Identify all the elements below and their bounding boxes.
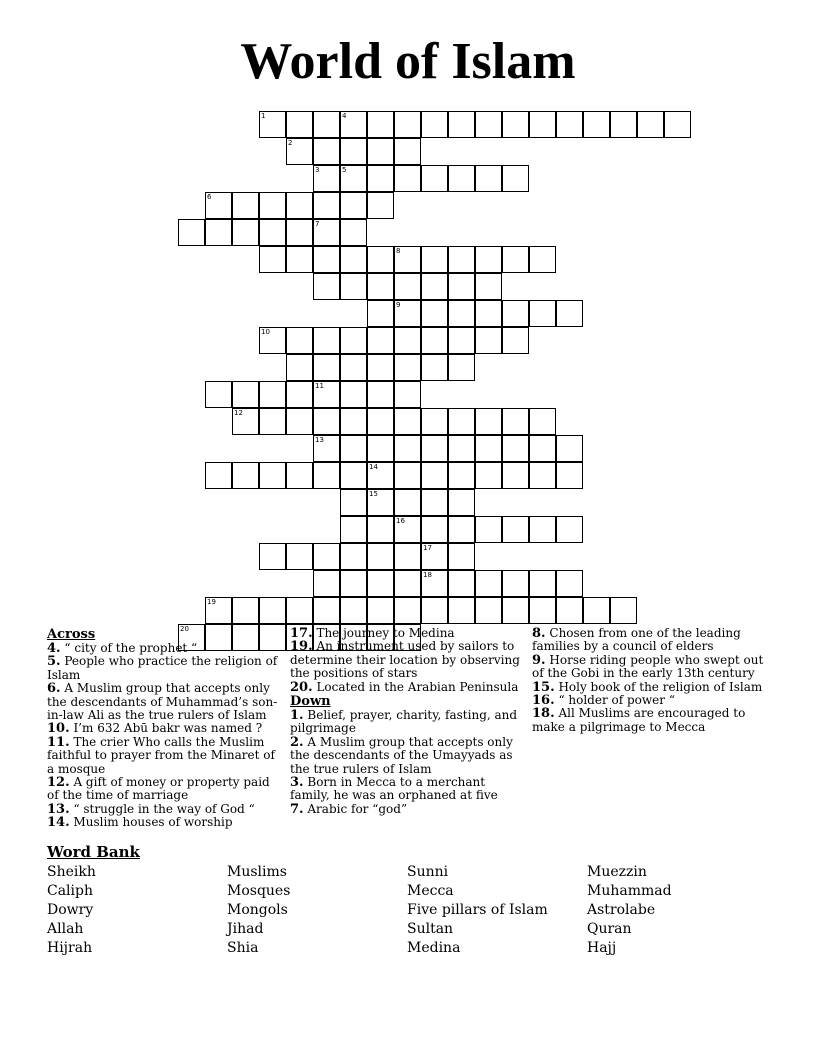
grid-cell[interactable]: [313, 354, 340, 381]
clue-text: An instrument used by sailors to determine their location by observing the positions of stars: [290, 639, 520, 681]
grid-cell[interactable]: [448, 462, 475, 489]
grid-cell[interactable]: [421, 597, 448, 624]
grid-cell[interactable]: [394, 381, 421, 408]
clue-number: 10: [261, 328, 270, 336]
grid-cell[interactable]: [259, 597, 286, 624]
grid-cell[interactable]: [232, 408, 259, 435]
clue-number-label: 13.: [47, 801, 70, 817]
grid-cell[interactable]: [502, 165, 529, 192]
grid-cell[interactable]: [394, 543, 421, 570]
grid-cell[interactable]: [340, 138, 367, 165]
grid-cell[interactable]: [367, 273, 394, 300]
clue-number: 16: [396, 517, 405, 525]
word-bank-item: Muhammad: [587, 883, 672, 899]
down-header: Down: [290, 694, 331, 710]
clue-number-label: 4.: [47, 641, 61, 656]
down-clue: [532, 707, 768, 734]
grid-cell[interactable]: [286, 354, 313, 381]
grid-cell[interactable]: [367, 516, 394, 543]
grid-cell[interactable]: [394, 327, 421, 354]
across-clue: [47, 803, 283, 816]
grid-cell[interactable]: [340, 543, 367, 570]
grid-cell[interactable]: [367, 543, 394, 570]
word-bank-item: Medina: [407, 940, 461, 956]
across-clue: [47, 682, 283, 722]
word-bank-item: Allah: [47, 921, 84, 937]
grid-cell[interactable]: [205, 381, 232, 408]
grid-cell[interactable]: [502, 300, 529, 327]
grid-cell[interactable]: [286, 327, 313, 354]
grid-cell[interactable]: [340, 597, 367, 624]
grid-cell[interactable]: [394, 516, 421, 543]
grid-cell[interactable]: [421, 246, 448, 273]
word-bank-item: Mecca: [407, 883, 454, 899]
grid-cell[interactable]: [367, 192, 394, 219]
grid-cell[interactable]: [286, 246, 313, 273]
word-bank-item: Sheikh: [47, 864, 96, 880]
down-clue: [290, 776, 526, 803]
grid-cell[interactable]: [448, 435, 475, 462]
grid-cell[interactable]: [367, 462, 394, 489]
grid-cell[interactable]: [259, 246, 286, 273]
grid-cell[interactable]: [313, 408, 340, 435]
grid-cell[interactable]: [313, 462, 340, 489]
grid-cell[interactable]: [448, 273, 475, 300]
grid-cell[interactable]: [502, 246, 529, 273]
grid-cell[interactable]: [502, 408, 529, 435]
clue-number-label: 18.: [532, 706, 555, 722]
clue-text: All Muslims are encouraged to make a pilgrimage to Mecca: [532, 706, 746, 734]
clue-text: A Muslim group that accepts only the descendants of Muhammad’s son-in-law Ali as the true rulers of Islam: [47, 681, 278, 723]
grid-cell[interactable]: [286, 381, 313, 408]
grid-cell[interactable]: [448, 597, 475, 624]
grid-cell[interactable]: [421, 354, 448, 381]
grid-cell[interactable]: [448, 300, 475, 327]
grid-cell[interactable]: [259, 381, 286, 408]
grid-cell[interactable]: [178, 219, 205, 246]
grid-cell[interactable]: [286, 138, 313, 165]
grid-cell[interactable]: [259, 192, 286, 219]
clue-number-label: 19.: [290, 639, 313, 655]
grid-cell[interactable]: [232, 597, 259, 624]
grid-cell[interactable]: [232, 192, 259, 219]
grid-cell[interactable]: [529, 570, 556, 597]
grid-cell[interactable]: [448, 111, 475, 138]
grid-cell[interactable]: [448, 543, 475, 570]
grid-cell[interactable]: [340, 327, 367, 354]
grid-cell[interactable]: [583, 597, 610, 624]
grid-cell[interactable]: [394, 300, 421, 327]
word-bank-item: Muslims: [227, 864, 287, 880]
grid-cell[interactable]: [394, 273, 421, 300]
grid-cell[interactable]: [421, 165, 448, 192]
across-clue: [47, 816, 283, 829]
grid-cell[interactable]: [475, 570, 502, 597]
grid-cell[interactable]: [394, 111, 421, 138]
grid-cell[interactable]: [232, 381, 259, 408]
clue-number-label: 8.: [532, 626, 546, 641]
grid-cell[interactable]: [367, 597, 394, 624]
clue-number: 11: [315, 382, 324, 390]
grid-cell[interactable]: [340, 165, 367, 192]
word-bank: [47, 843, 767, 958]
clue-number-label: 3.: [290, 775, 304, 791]
clue-number: 14: [369, 463, 378, 471]
clue-number: 20: [180, 625, 189, 633]
grid-cell[interactable]: [556, 435, 583, 462]
grid-cell[interactable]: [313, 435, 340, 462]
clue-text: Born in Mecca to a merchant family, he was an orphaned at five: [290, 775, 498, 803]
grid-cell[interactable]: [367, 246, 394, 273]
across-clue-list-continued: [290, 627, 526, 694]
clue-number: 4: [342, 112, 347, 120]
grid-cell[interactable]: [421, 300, 448, 327]
grid-cell[interactable]: [421, 435, 448, 462]
grid-cell[interactable]: [340, 408, 367, 435]
grid-cell[interactable]: [529, 300, 556, 327]
grid-cell[interactable]: [475, 462, 502, 489]
grid-cell[interactable]: [529, 462, 556, 489]
word-bank-item: Muezzin: [587, 864, 647, 880]
grid-cell[interactable]: [637, 111, 664, 138]
down-clue: [290, 709, 526, 736]
grid-cell[interactable]: [610, 597, 637, 624]
grid-cell[interactable]: [583, 111, 610, 138]
grid-cell[interactable]: [340, 354, 367, 381]
clue-number: 19: [207, 598, 216, 606]
clue-number: 6: [207, 193, 212, 201]
grid-cell[interactable]: [475, 111, 502, 138]
grid-cell[interactable]: [313, 138, 340, 165]
grid-cell[interactable]: [340, 246, 367, 273]
grid-cell[interactable]: [502, 570, 529, 597]
grid-cell[interactable]: [529, 435, 556, 462]
grid-cell[interactable]: [367, 570, 394, 597]
grid-cell[interactable]: [367, 138, 394, 165]
grid-cell[interactable]: [286, 462, 313, 489]
grid-cell[interactable]: [286, 111, 313, 138]
clue-number-label: 5.: [47, 654, 61, 670]
grid-cell[interactable]: [502, 435, 529, 462]
grid-cell[interactable]: [448, 570, 475, 597]
clue-text: The journey to Medina: [312, 626, 455, 640]
grid-cell[interactable]: [394, 597, 421, 624]
grid-cell[interactable]: [340, 435, 367, 462]
grid-cell[interactable]: [556, 516, 583, 543]
down-clue: [532, 681, 768, 694]
grid-cell[interactable]: [502, 327, 529, 354]
grid-cell[interactable]: [529, 111, 556, 138]
clue-text: “ holder of power “: [554, 693, 675, 708]
clue-text: “ city of the prophet “: [60, 641, 198, 655]
down-clue: [532, 694, 768, 707]
grid-cell[interactable]: [286, 192, 313, 219]
grid-cell[interactable]: [421, 273, 448, 300]
grid-cell[interactable]: [259, 408, 286, 435]
grid-cell[interactable]: [367, 111, 394, 138]
grid-cell[interactable]: [340, 462, 367, 489]
grid-cell[interactable]: [313, 327, 340, 354]
clue-number: 9: [396, 301, 401, 309]
clue-number-label: 12.: [47, 775, 70, 791]
clue-number: 1: [261, 112, 266, 120]
clue-number: 8: [396, 247, 401, 255]
clue-number: 18: [423, 571, 432, 579]
grid-cell[interactable]: [205, 462, 232, 489]
clue-text: Located in the Arabian Peninsula: [312, 679, 519, 694]
clue-text: People who practice the religion of Islam: [47, 654, 278, 682]
clue-number: 5: [342, 166, 347, 174]
grid-cell[interactable]: [475, 597, 502, 624]
grid-cell[interactable]: [367, 300, 394, 327]
clue-column-3: [532, 627, 768, 734]
grid-cell[interactable]: [394, 165, 421, 192]
across-clue: [47, 642, 283, 655]
word-bank-item: Shia: [227, 940, 259, 956]
grid-cell[interactable]: [556, 570, 583, 597]
grid-cell[interactable]: [259, 462, 286, 489]
clue-text: Belief, prayer, charity, fasting, and pilgrimage: [290, 708, 518, 736]
grid-cell[interactable]: [448, 327, 475, 354]
grid-cell[interactable]: [475, 435, 502, 462]
clue-number-label: 11.: [47, 734, 70, 750]
grid-cell[interactable]: [313, 570, 340, 597]
clue-text: Holy book of the religion of Islam: [554, 679, 763, 694]
clue-text: “ struggle in the way of God “: [69, 801, 255, 816]
grid-cell[interactable]: [340, 516, 367, 543]
grid-cell[interactable]: [394, 570, 421, 597]
grid-cell[interactable]: [340, 219, 367, 246]
grid-cell[interactable]: [313, 381, 340, 408]
word-bank-item: Hijrah: [47, 940, 93, 956]
grid-cell[interactable]: [286, 597, 313, 624]
down-clue: [532, 654, 768, 681]
clue-text: The crier Who calls the Muslim faithful to prayer from the Minaret of a mosque: [47, 734, 275, 776]
across-clue: [47, 776, 283, 803]
word-bank-item: Sunni: [407, 864, 449, 880]
word-bank-item: Hajj: [587, 940, 617, 956]
grid-cell[interactable]: [313, 165, 340, 192]
grid-cell[interactable]: [259, 111, 286, 138]
clue-number: 17: [423, 544, 432, 552]
grid-cell[interactable]: [232, 219, 259, 246]
clue-number-label: 15.: [532, 679, 555, 695]
grid-cell[interactable]: [367, 489, 394, 516]
grid-cell[interactable]: [286, 408, 313, 435]
grid-cell[interactable]: [556, 300, 583, 327]
across-header: Across: [47, 627, 96, 642]
grid-cell[interactable]: [529, 597, 556, 624]
clue-number-label: 17.: [290, 626, 313, 641]
clue-number-label: 1.: [290, 708, 304, 724]
word-bank-item: Five pillars of Islam: [407, 902, 548, 918]
grid-cell[interactable]: [421, 111, 448, 138]
clue-text: Muslim houses of worship: [69, 815, 233, 830]
word-bank-item: Dowry: [47, 902, 94, 918]
grid-cell[interactable]: [313, 246, 340, 273]
grid-cell[interactable]: [340, 192, 367, 219]
clue-text: A gift of money or property paid of the time of marriage: [47, 775, 270, 803]
grid-cell[interactable]: [448, 165, 475, 192]
word-bank-item: Mosques: [227, 883, 291, 899]
clue-number-label: 16.: [532, 693, 555, 709]
across-clue: [290, 627, 526, 640]
word-bank-item: Quran: [587, 921, 632, 937]
clue-number-label: 20.: [290, 679, 313, 695]
grid-cell[interactable]: [448, 408, 475, 435]
grid-cell[interactable]: [394, 435, 421, 462]
grid-cell[interactable]: [286, 219, 313, 246]
grid-cell[interactable]: [421, 327, 448, 354]
grid-cell[interactable]: [394, 408, 421, 435]
grid-cell[interactable]: [205, 597, 232, 624]
clue-number-label: 7.: [290, 801, 304, 817]
grid-cell[interactable]: [313, 273, 340, 300]
grid-cell[interactable]: [556, 462, 583, 489]
page-title: World of Islam: [240, 33, 576, 90]
down-clue: [290, 736, 526, 776]
grid-cell[interactable]: [367, 327, 394, 354]
clue-text: Horse riding people who swept out of the Gobi in the early 13th century: [532, 652, 764, 681]
grid-cell[interactable]: [529, 246, 556, 273]
grid-cell[interactable]: [502, 111, 529, 138]
grid-cell[interactable]: [448, 489, 475, 516]
grid-cell[interactable]: [421, 462, 448, 489]
grid-cell[interactable]: [556, 597, 583, 624]
grid-cell[interactable]: [394, 354, 421, 381]
clue-number-label: 9.: [532, 652, 546, 668]
grid-cell[interactable]: [448, 354, 475, 381]
clue-text: Chosen from one of the leading families by a council of elders: [532, 626, 741, 654]
grid-cell[interactable]: [367, 354, 394, 381]
grid-cell[interactable]: [205, 192, 232, 219]
clue-number: 13: [315, 436, 324, 444]
grid-cell[interactable]: [475, 300, 502, 327]
clue-number-label: 10.: [47, 721, 70, 737]
grid-cell[interactable]: [475, 273, 502, 300]
grid-cell[interactable]: [340, 489, 367, 516]
grid-cell[interactable]: [367, 165, 394, 192]
grid-cell[interactable]: [502, 597, 529, 624]
word-bank-item: Jihad: [227, 921, 264, 937]
grid-cell[interactable]: [367, 381, 394, 408]
grid-cell[interactable]: [367, 408, 394, 435]
grid-cell[interactable]: [394, 138, 421, 165]
grid-cell[interactable]: [205, 219, 232, 246]
grid-cell[interactable]: [313, 597, 340, 624]
grid-cell[interactable]: [475, 327, 502, 354]
grid-cell[interactable]: [313, 111, 340, 138]
grid-cell[interactable]: [259, 543, 286, 570]
across-clue: [47, 655, 283, 682]
grid-cell[interactable]: [529, 516, 556, 543]
grid-cell[interactable]: [502, 462, 529, 489]
grid-cell[interactable]: [313, 543, 340, 570]
grid-cell[interactable]: [232, 462, 259, 489]
grid-cell[interactable]: [502, 516, 529, 543]
grid-cell[interactable]: [313, 219, 340, 246]
down-clue-list-continued: [532, 627, 768, 734]
clue-number-label: 14.: [47, 815, 70, 831]
across-clue: [47, 736, 283, 776]
grid-cell[interactable]: [340, 381, 367, 408]
grid-cell[interactable]: [286, 543, 313, 570]
clue-number: 2: [288, 139, 293, 147]
word-bank-title: Word Bank: [47, 843, 140, 861]
grid-cell[interactable]: [394, 489, 421, 516]
grid-cell[interactable]: [475, 408, 502, 435]
clue-column-1: [47, 627, 283, 830]
down-clue-list: [290, 709, 526, 816]
grid-cell[interactable]: [259, 327, 286, 354]
word-bank-item: Sultan: [407, 921, 454, 937]
clue-number: 3: [315, 166, 320, 174]
across-clue: [47, 722, 283, 735]
grid-cell[interactable]: [610, 111, 637, 138]
grid-cell[interactable]: [340, 273, 367, 300]
word-bank-item: Mongols: [227, 902, 288, 918]
grid-cell[interactable]: [367, 435, 394, 462]
clue-column-2: [290, 627, 526, 816]
grid-cell[interactable]: [340, 570, 367, 597]
grid-cell[interactable]: [421, 516, 448, 543]
clue-number: 15: [369, 490, 378, 498]
grid-cell[interactable]: [475, 246, 502, 273]
across-clue: [290, 640, 526, 680]
grid-cell[interactable]: [313, 192, 340, 219]
grid-cell[interactable]: [448, 516, 475, 543]
grid-cell[interactable]: [259, 219, 286, 246]
word-bank-item: Caliph: [47, 883, 93, 899]
clue-text: Arabic for “god”: [303, 801, 408, 816]
clue-number-label: 6.: [47, 681, 61, 697]
grid-cell[interactable]: [394, 246, 421, 273]
grid-cell[interactable]: [448, 246, 475, 273]
word-bank-grid: [47, 863, 767, 958]
down-clue: [290, 803, 526, 816]
across-clue-list: [47, 642, 283, 830]
grid-cell[interactable]: [394, 462, 421, 489]
word-bank-item: Astrolabe: [587, 902, 656, 918]
down-clue: [532, 627, 768, 654]
grid-cell[interactable]: [475, 165, 502, 192]
grid-cell[interactable]: [340, 111, 367, 138]
across-clue: [290, 681, 526, 694]
grid-cell[interactable]: [421, 408, 448, 435]
grid-cell[interactable]: [421, 570, 448, 597]
grid-cell[interactable]: [421, 489, 448, 516]
grid-cell[interactable]: [556, 111, 583, 138]
clue-number: 12: [234, 409, 243, 417]
clue-text: A Muslim group that accepts only the descendants of the Umayyads as the true rulers of Islam: [290, 734, 513, 776]
clue-number-label: 2.: [290, 734, 304, 750]
grid-cell[interactable]: [475, 516, 502, 543]
clue-number: 7: [315, 220, 320, 228]
clue-text: I’m 632 Abū bakr was named ?: [69, 721, 263, 736]
grid-cell[interactable]: [421, 543, 448, 570]
grid-cell[interactable]: [664, 111, 691, 138]
grid-cell[interactable]: [529, 408, 556, 435]
